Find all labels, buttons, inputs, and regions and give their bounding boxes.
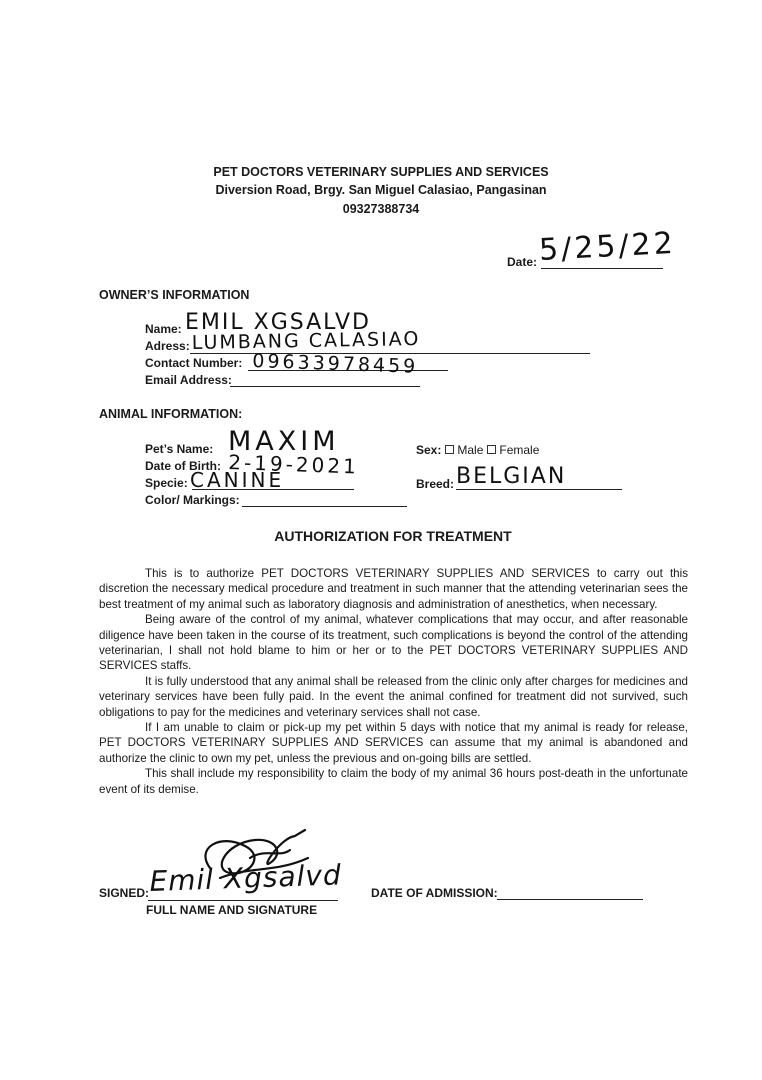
owner-contact-value: 09633978459 — [251, 350, 419, 378]
dob-value: 2-19-2021 — [227, 450, 360, 479]
signature-line — [148, 900, 338, 901]
date-line — [541, 268, 663, 269]
owner-name-label: Name: — [145, 322, 182, 336]
owner-contact-label: Contact Number: — [145, 356, 243, 370]
color-line — [242, 506, 407, 507]
dob-label: Date of Birth: — [145, 459, 221, 473]
breed-line — [456, 489, 622, 490]
sex-label: Sex: — [416, 443, 442, 457]
sex-male-text: Male — [457, 443, 484, 457]
breed-label: Breed: — [416, 477, 455, 491]
paragraph-4: If I am unable to claim or pick-up my pet within 5 days with notice that my animal is ready for release, PET DOCTORS VETERINARY SUPPLIES AND SERVICES can assume that my animal is abandoned and authorize the clinic to own my pet, unless the previous and on-going bills are settled. — [99, 721, 688, 765]
sex-female-text: Female — [499, 443, 540, 457]
paragraph-5: This shall include my responsibility to claim the body of my animal 36 hours post-death in the unfortunate event of its demise. — [99, 767, 688, 796]
signature-caption: FULL NAME AND SIGNATURE — [146, 903, 318, 917]
owner-address-value: LUMBANG CALASIAO — [191, 328, 421, 354]
clinic-phone: 09327388734 — [342, 202, 420, 216]
date-value: 5/25/22 — [538, 225, 677, 268]
pet-name-value: MAXIM — [228, 426, 340, 457]
owner-name-value: EMIL XGSALVD — [185, 310, 371, 335]
signed-label: SIGNED: — [99, 886, 150, 900]
sex-female-checkbox[interactable] — [487, 445, 496, 454]
owner-address-label: Adress: — [145, 339, 190, 353]
owner-email-label: Email Address: — [145, 373, 232, 387]
paragraph-3: It is fully understood that any animal shall be released from the clinic only after charges for medicines and veterinary services have been fully paid. In the event the animal confined for treatment did not survived, such obligations to pay for the medicines and veterinary services shall not case. — [99, 674, 688, 719]
authorization-body — [99, 566, 688, 797]
signature-name: Emil Xgsalvd — [148, 858, 343, 898]
date-label: Date: — [507, 255, 538, 269]
specie-value: CANINE — [190, 468, 285, 492]
paragraph-1: This is to authorize PET DOCTORS VETERINARY SUPPLIES AND SERVICES to carry out this discretion the necessary medical procedure and treatment in such manner that the attending veterinarian sees the best treatment of my animal such as laboratory diagnosis and administration of anesthetics, when necessary. — [99, 567, 688, 611]
pet-name-label: Pet’s Name: — [145, 442, 214, 456]
sex-male-checkbox[interactable] — [445, 445, 454, 454]
animal-section-title: ANIMAL INFORMATION: — [99, 407, 243, 421]
breed-value: BELGIAN — [456, 464, 567, 489]
admission-label: DATE OF ADMISSION: — [371, 886, 498, 900]
color-label: Color/ Markings: — [145, 493, 240, 507]
owner-email-line — [230, 386, 420, 387]
owner-section-title: OWNER’S INFORMATION — [99, 288, 250, 302]
clinic-name: PET DOCTORS VETERINARY SUPPLIES AND SERVICES — [213, 165, 549, 179]
authorization-title: AUTHORIZATION FOR TREATMENT — [274, 528, 512, 544]
admission-line — [497, 899, 643, 900]
clinic-address: Diversion Road, Brgy. San Miguel Calasiao, Pangasinan — [215, 183, 547, 197]
paragraph-2: Being aware of the control of my animal, whatever complications that may occur, and after reasonable diligence have been taken in the course of its treatment, such complications is beyond the control of the attending veterinarian, I shall not hold blame to him or her or to the PET DOCTORS VETERINARY SUPPLIES AND SERVICES staffs. — [99, 613, 688, 673]
sex-field — [416, 443, 539, 457]
specie-label: Specie: — [145, 476, 188, 490]
